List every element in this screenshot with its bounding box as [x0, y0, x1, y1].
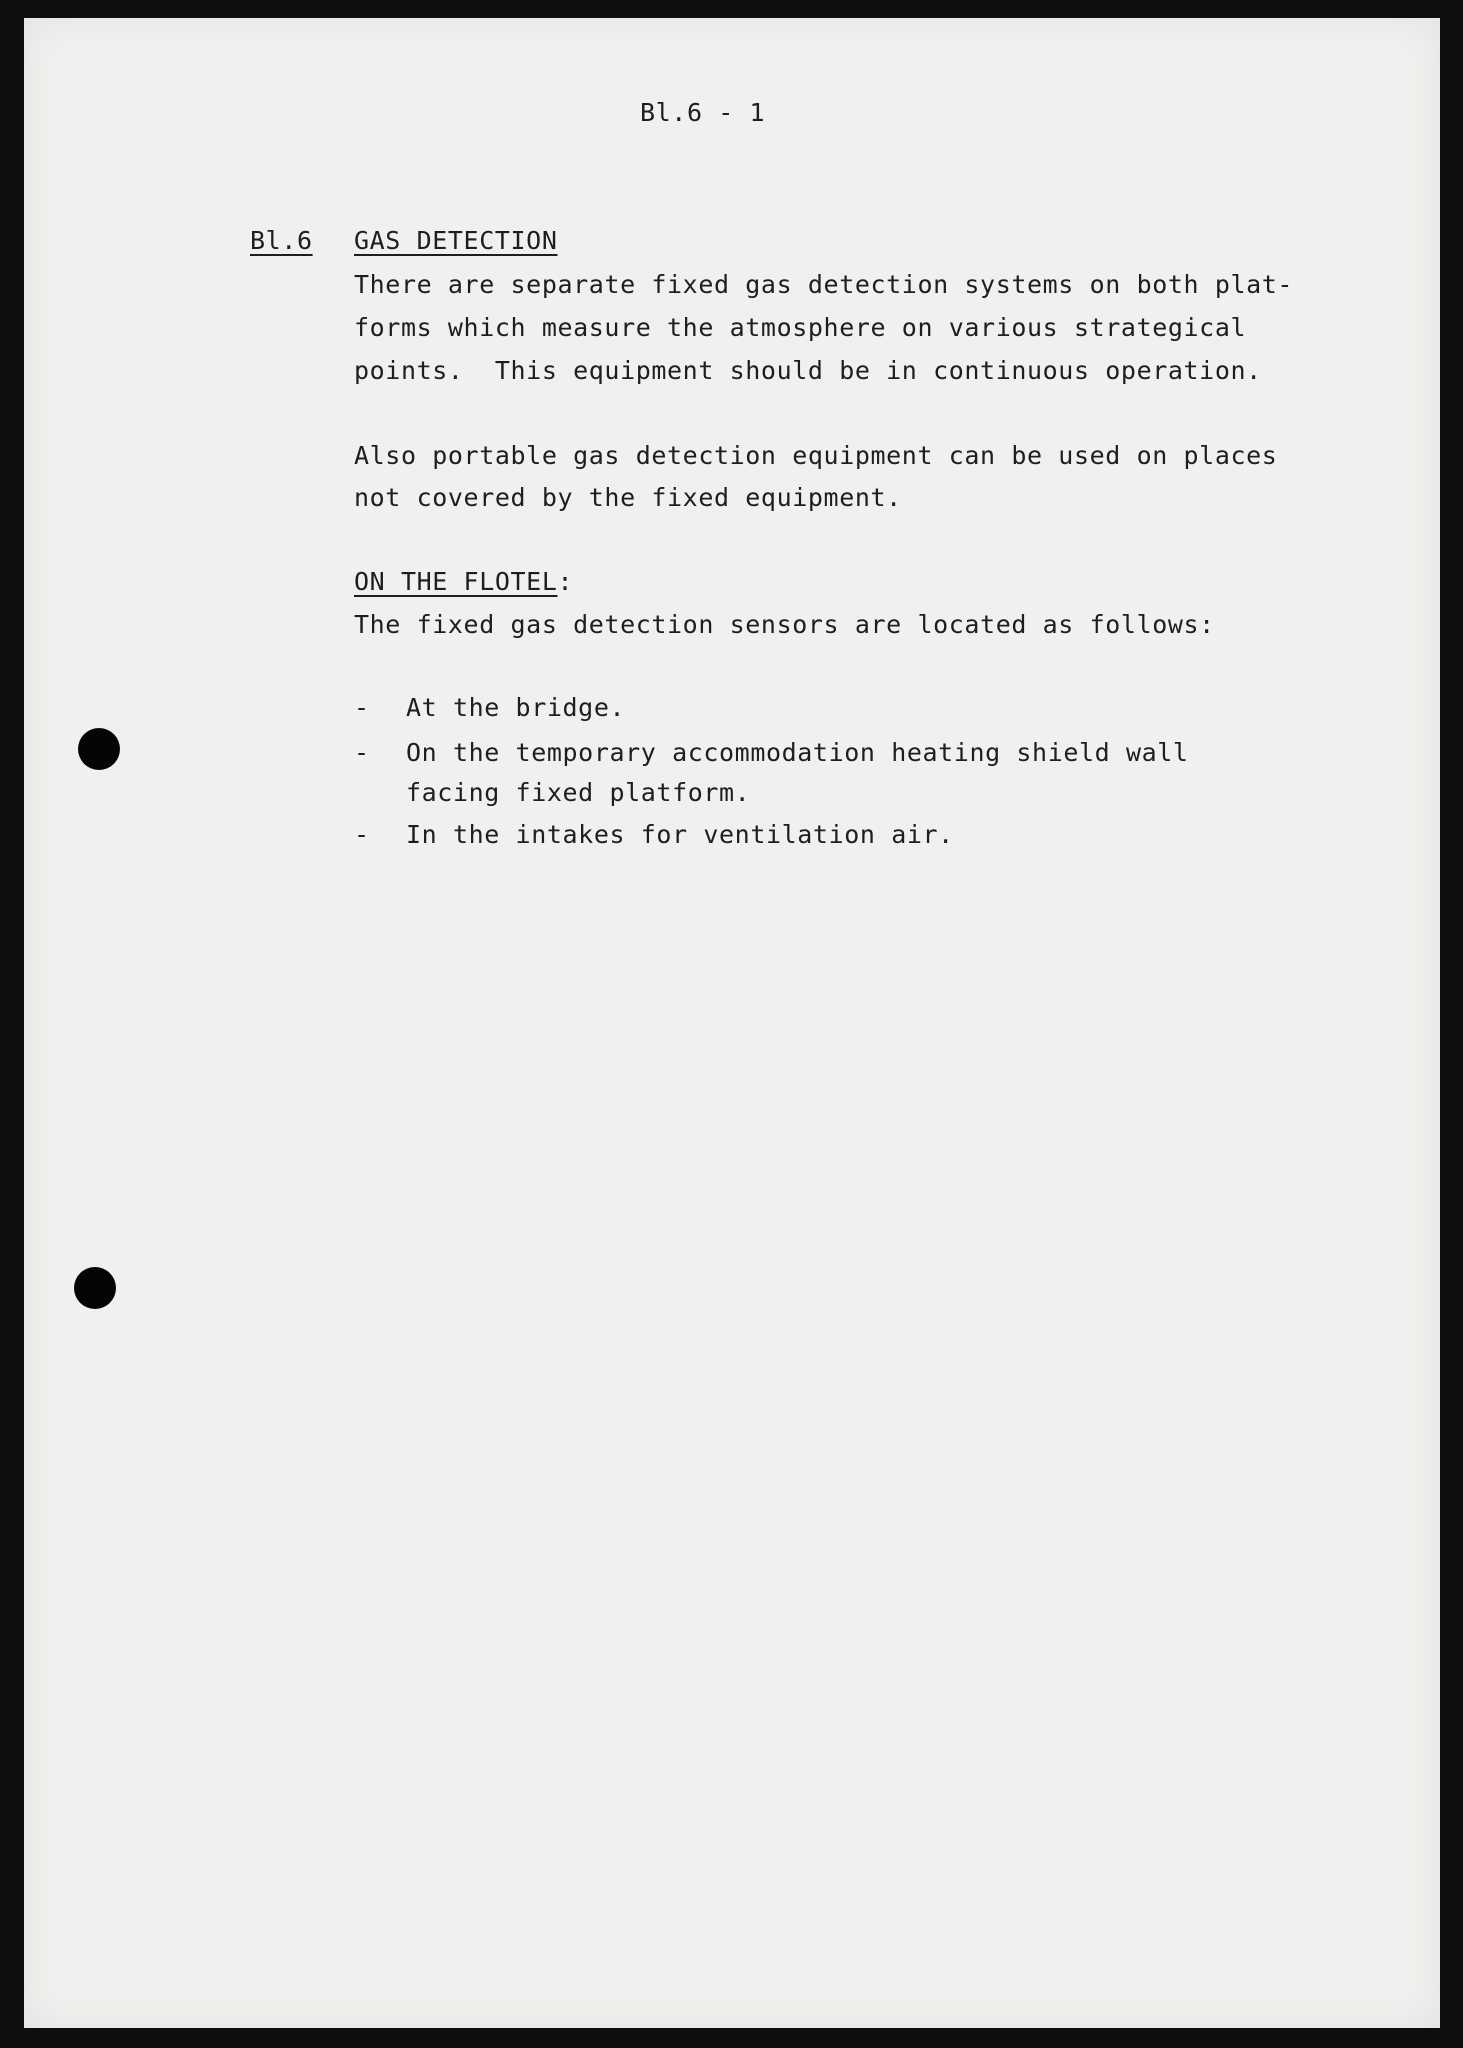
list-item-2-line-1: On the temporary accommodation heating shield wall — [406, 738, 1189, 767]
section-title: GAS DETECTION — [354, 226, 558, 255]
paragraph-1-line-1: There are separate fixed gas detection systems on both plat- — [354, 270, 1294, 299]
flotel-heading-colon: : — [557, 567, 574, 596]
paragraph-1-line-3: points. This equipment should be in continuous operation. — [354, 356, 1262, 385]
list-item-2-line-2: facing fixed platform. — [406, 778, 751, 807]
flotel-intro: The fixed gas detection sensors are located as follows: — [354, 610, 1215, 639]
list-item-3-line-1: In the intakes for ventilation air. — [406, 820, 954, 849]
punch-hole-top — [78, 728, 120, 770]
page-number: Bl.6 - 1 — [640, 98, 766, 127]
bullet-marker: - — [354, 738, 370, 767]
flotel-heading: ON THE FLOTEL — [354, 567, 558, 596]
paragraph-2-line-1: Also portable gas detection equipment can be used on places — [354, 441, 1278, 470]
list-item-1-line-1: At the bridge. — [406, 693, 626, 722]
flotel-heading-line — [354, 567, 573, 597]
paragraph-1-line-2: forms which measure the atmosphere on various strategical — [354, 313, 1247, 342]
bullet-marker: - — [354, 693, 370, 722]
bullet-marker: - — [354, 820, 370, 849]
section-number: Bl.6 — [250, 226, 313, 255]
punch-hole-bottom — [74, 1267, 116, 1309]
paragraph-2-line-2: not covered by the fixed equipment. — [354, 483, 902, 512]
